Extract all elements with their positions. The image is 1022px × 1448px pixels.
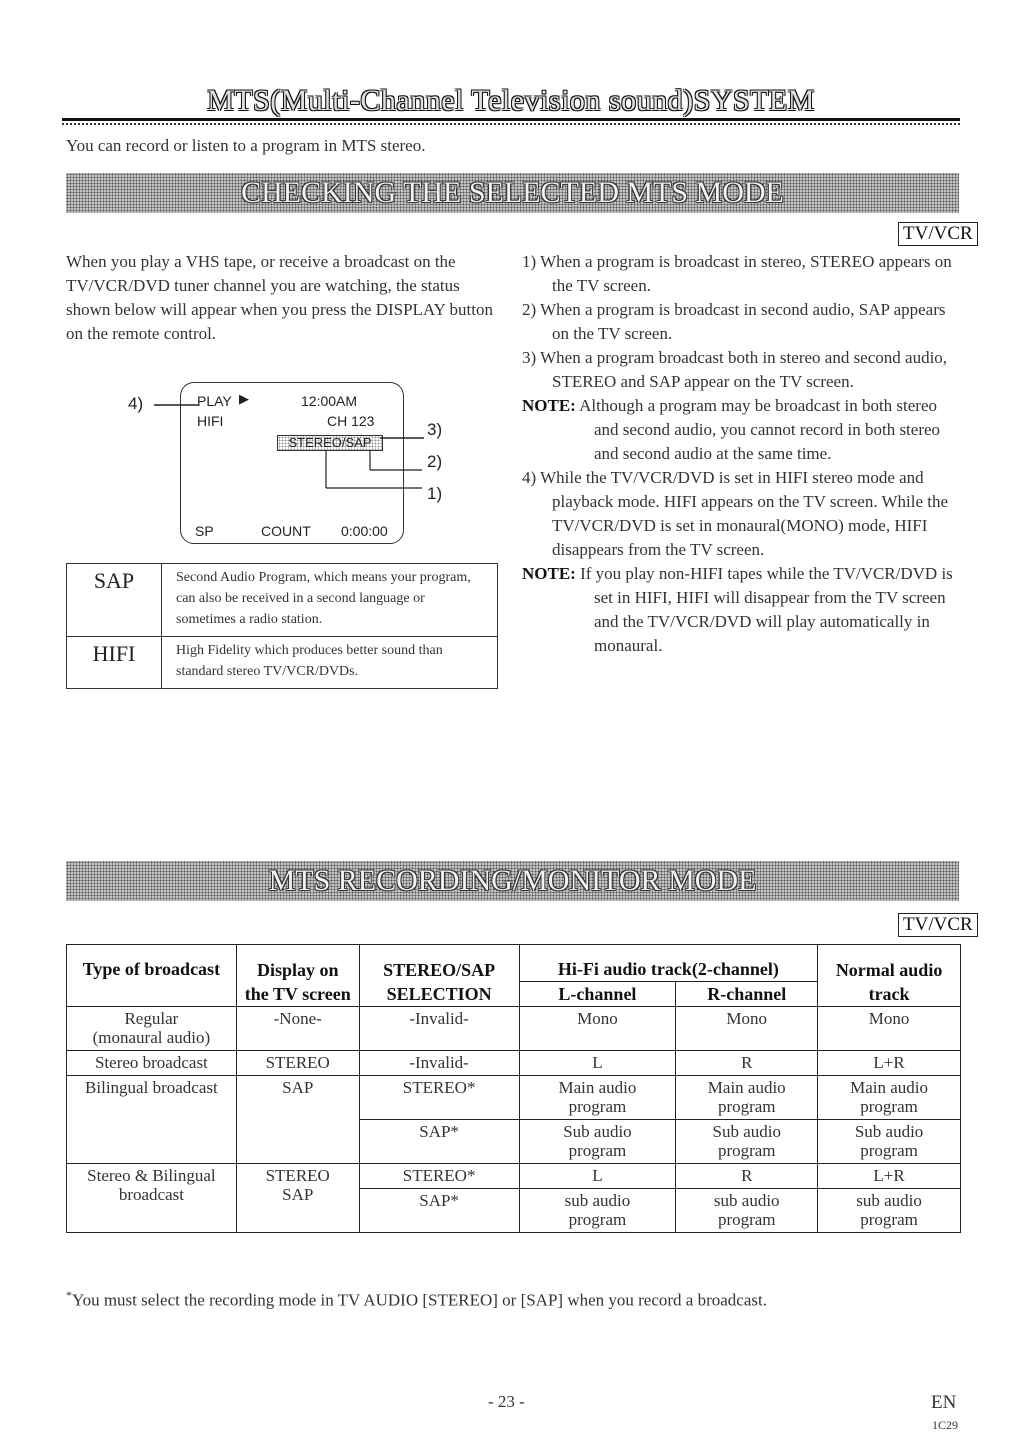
mts-mode-table [66,944,961,1233]
cell-display: STEREO [236,1051,359,1076]
cell-display: SAP [236,1076,359,1164]
list-item [522,346,962,394]
header-normal [818,945,961,1007]
footnote-text: You must select the recording mode in TV AUDIO [STEREO] or [SAP] when you record a broadcast. [72,1290,767,1310]
cell-display: -None- [236,1007,359,1051]
header-r-channel: R-channel [676,982,818,1007]
cell-normal [818,1120,961,1164]
cell-type [67,1164,237,1233]
title-rule-dotted [62,123,960,125]
footnote [66,1288,767,1311]
cell-selection: SAP* [359,1189,519,1233]
cell-text: Sub audio [854,1122,924,1141]
screen-count-label: COUNT [261,523,311,539]
cell-text: program [860,1210,918,1229]
glossary-table [66,563,498,689]
cell-text: Regular [124,1009,179,1028]
screen-sp: SP [195,523,214,539]
item-number: 3) [522,348,537,367]
cell-l [519,1189,676,1233]
screen-play-label: PLAY [197,393,232,409]
cell-r: R [676,1164,818,1189]
screen-counter: 0:00:00 [341,523,388,539]
section-heading-mts-recording: MTS RECORDING/MONITOR MODE [66,861,959,901]
callout-lines [140,400,450,510]
cell-selection: -Invalid- [359,1051,519,1076]
glossary-definition: High Fidelity which produces better sound than standard stereo TV/VCR/DVDs. [162,637,498,689]
note-text: If you play non-HIFI tapes while the TV/VCR/DVD is set in HIFI, HIFI will disappear from the TV screen and the TV/VCR/DVD will play automatically in monaural. [580,564,953,655]
cell-text: sub audio [856,1191,922,1210]
cell-text: sub audio [713,1191,780,1210]
cell-text: program [860,1141,918,1160]
cell-l [519,1076,676,1120]
cell-text: program [860,1097,918,1116]
item-text: When a program is broadcast in stereo, STEREO appears on the TV screen. [540,252,952,295]
cell-text: broadcast [118,1185,184,1204]
play-icon: ▶ [239,391,249,406]
cell-text: Sub audio [712,1122,781,1141]
item-text: When a program broadcast both in stereo and second audio, STEREO and SAP appear on the TV screen. [540,348,948,391]
page-number: - 23 - [488,1392,525,1411]
cell-selection: SAP* [359,1120,519,1164]
cell-selection: -Invalid- [359,1007,519,1051]
cell-text: Main audio [707,1078,786,1097]
cell-normal: L+R [818,1051,961,1076]
footnote-mark: * [66,1288,72,1302]
header-hifi: Hi-Fi audio track(2-channel) [519,945,818,982]
screen-channel: CH 123 [327,413,375,429]
screen-stereo-sap: STEREO/SAP [277,435,383,451]
item-number: 4) [522,468,537,487]
cell-r: Mono [676,1007,818,1051]
cell-r: R [676,1051,818,1076]
list-item [522,298,962,346]
cell-text: sub audio [564,1191,631,1210]
item-number: 1) [522,252,537,271]
cell-text: Stereo & Bilingual [87,1166,216,1185]
callout-4: 4) [128,394,144,413]
section1-description: When you play a VHS tape, or receive a broadcast on the TV/VCR/DVD tuner channel you are watching, the status shown below will appear when you press the DISPLAY button on the remote control. [66,252,494,343]
cell-r [676,1076,818,1120]
status-explanations [522,250,962,658]
note-text: Although a program may be broadcast in both stereo and second audio, you cannot record in both stereo and second audio at the same time. [579,396,941,463]
header-display-line2: the TV screen [244,983,351,1004]
document-code: 1C29 [932,1418,959,1432]
cell-text: Sub audio [563,1122,632,1141]
intro-text: You can record or listen to a program in MTS stereo. [66,136,426,155]
header-selection-line1: STEREO/SAP [383,959,496,980]
glossary-row [67,564,498,637]
cell-text: Main audio [558,1078,637,1097]
section-heading-checking-mts: CHECKING THE SELECTED MTS MODE [66,173,959,213]
header-display [236,945,359,1007]
cell-text: SAP [282,1185,314,1204]
cell-text: program [717,1097,776,1116]
table-row [67,1051,961,1076]
cell-type: Bilingual broadcast [67,1076,237,1164]
screen-time: 12:00AM [301,393,358,409]
note-item [522,562,962,658]
list-item [522,466,962,562]
cell-display [236,1164,359,1233]
tv-vcr-badge: TV/VCR [898,222,978,246]
item-text: When a program is broadcast in second audio, SAP appears on the TV screen. [540,300,946,343]
cell-text: program [717,1210,776,1229]
table-row [67,1076,961,1120]
cell-selection: STEREO* [359,1076,519,1120]
tv-vcr-badge: TV/VCR [898,913,978,937]
item-text: While the TV/VCR/DVD is set in HIFI stereo mode and playback mode. HIFI appears on the TV screen. While the TV/VCR/DVD is set in monaural(MONO) mode, HIFI disappears from the TV screen. [540,468,949,559]
header-l-channel: L-channel [519,982,676,1007]
cell-text: program [568,1097,627,1116]
cell-l [519,1120,676,1164]
cell-r [676,1120,818,1164]
cell-type: Stereo broadcast [67,1051,237,1076]
language-code: EN [931,1392,957,1413]
glossary-row [67,637,498,689]
cell-text: program [717,1141,776,1160]
glossary-definition: Second Audio Program, which means your program, can also be received in a second language or sometimes a radio station. [162,564,498,637]
screen-hifi: HIFI [197,413,224,429]
note-item [522,394,962,466]
table-header-row [67,945,961,982]
cell-l: L [519,1051,676,1076]
table-row [67,1164,961,1189]
cell-r [676,1189,818,1233]
header-normal-line2: track [868,983,910,1004]
list-item [522,250,962,298]
cell-text: program [568,1210,627,1229]
cell-text: STEREO [265,1166,330,1185]
table-row [67,1007,961,1051]
cell-normal: L+R [818,1164,961,1189]
cell-type [67,1007,237,1051]
cell-text: (monaural audio) [92,1028,211,1047]
header-normal-line1: Normal audio [835,959,943,980]
item-number: 2) [522,300,537,319]
cell-text: program [568,1141,627,1160]
cell-normal [818,1076,961,1120]
callout-1: 1) [427,484,443,503]
callout-3: 3) [427,420,443,439]
cell-text: Main audio [850,1078,929,1097]
cell-normal: Mono [818,1007,961,1051]
callout-2: 2) [427,452,443,471]
header-selection [359,945,519,1007]
page-title: MTS(Multi-Channel Television sound)SYSTEM [207,84,815,117]
title-rule [62,118,960,121]
note-label: NOTE: [522,396,576,415]
header-type: Type of broadcast [67,945,237,1007]
glossary-term: HIFI [67,637,162,689]
note-label: NOTE: [522,564,576,583]
header-selection-line2: SELECTION [386,983,492,1004]
cell-normal [818,1189,961,1233]
header-display-line1: Display on [256,959,339,980]
cell-selection: STEREO* [359,1164,519,1189]
cell-l: Mono [519,1007,676,1051]
glossary-term: SAP [67,564,162,637]
cell-l: L [519,1164,676,1189]
